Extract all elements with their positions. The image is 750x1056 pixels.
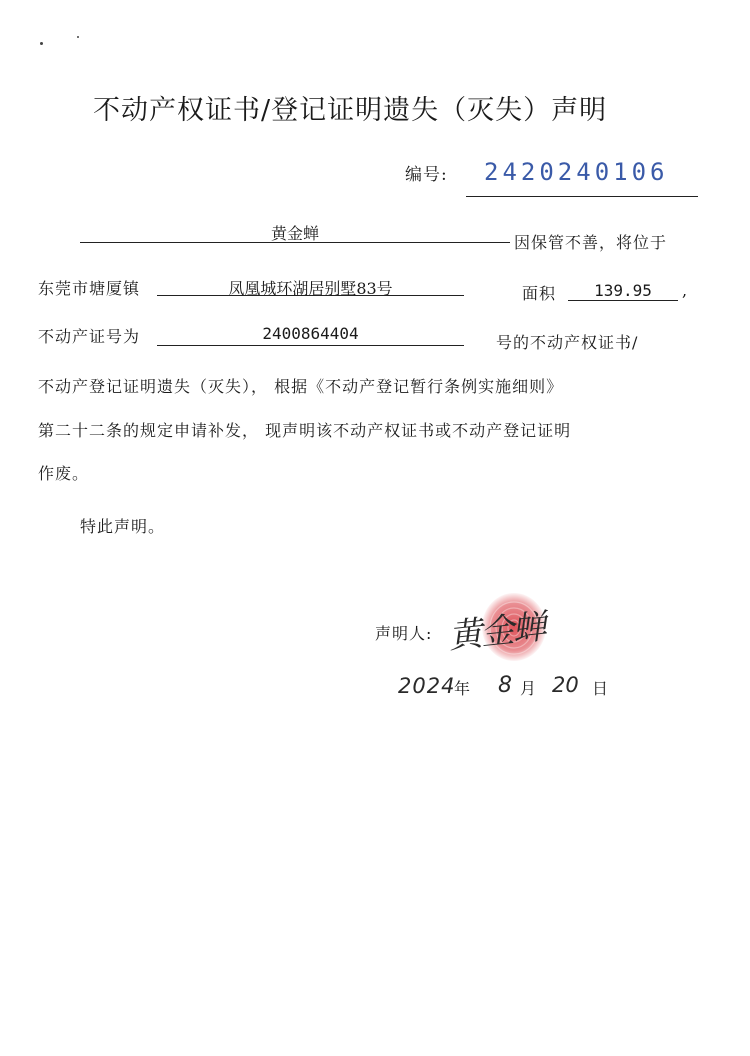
area-comma: , <box>682 281 689 300</box>
line1-suffix: 因保管不善，将位于 <box>514 233 668 252</box>
date-day: 20 <box>552 673 579 697</box>
address-underline <box>157 295 464 296</box>
declarant-signature: 黄金蝉 <box>446 607 547 657</box>
cert-number-label: 不动产证号为 <box>38 327 141 346</box>
cert-number-field: 2400864404 <box>262 324 359 343</box>
area-label: 面积 <box>522 284 557 303</box>
body-line: 第二十二条的规定申请补发， 现声明该不动产权证书或不动产登记证明 <box>38 421 572 440</box>
line3-suffix: 号的不动产权证书/ <box>496 333 639 352</box>
closing-statement: 特此声明。 <box>80 517 166 536</box>
date-year-unit: 年 <box>454 679 472 698</box>
date-day-unit: 日 <box>592 679 610 698</box>
body-line: 作废。 <box>38 464 90 483</box>
scan-speck <box>77 36 79 38</box>
declarant-label: 声明人: <box>375 624 433 643</box>
body-line: 不动产登记证明遗失（灭失）， 根据《不动产登记暂行条例实施细则》 <box>38 377 564 396</box>
serial-label: 编号: <box>405 165 448 185</box>
area-underline <box>568 300 678 301</box>
date-month-unit: 月 <box>520 679 538 698</box>
document-title: 不动产权证书/登记证明遗失（灭失）声明 <box>93 95 608 126</box>
name-underline <box>80 242 510 243</box>
date-month: 8 <box>498 673 512 698</box>
cert-number-underline <box>157 345 464 346</box>
scan-speck <box>40 42 43 45</box>
serial-underline <box>466 196 698 197</box>
date-year: 2024 <box>398 674 456 698</box>
serial-number: 2420240106 <box>484 158 669 186</box>
declarant-name-field: 黄金蝉 <box>270 224 319 243</box>
property-address-field: 凤凰城环湖居别墅83号 <box>228 279 393 298</box>
town-label: 东莞市塘厦镇 <box>38 279 141 298</box>
area-value-field: 139.95 <box>594 281 652 300</box>
